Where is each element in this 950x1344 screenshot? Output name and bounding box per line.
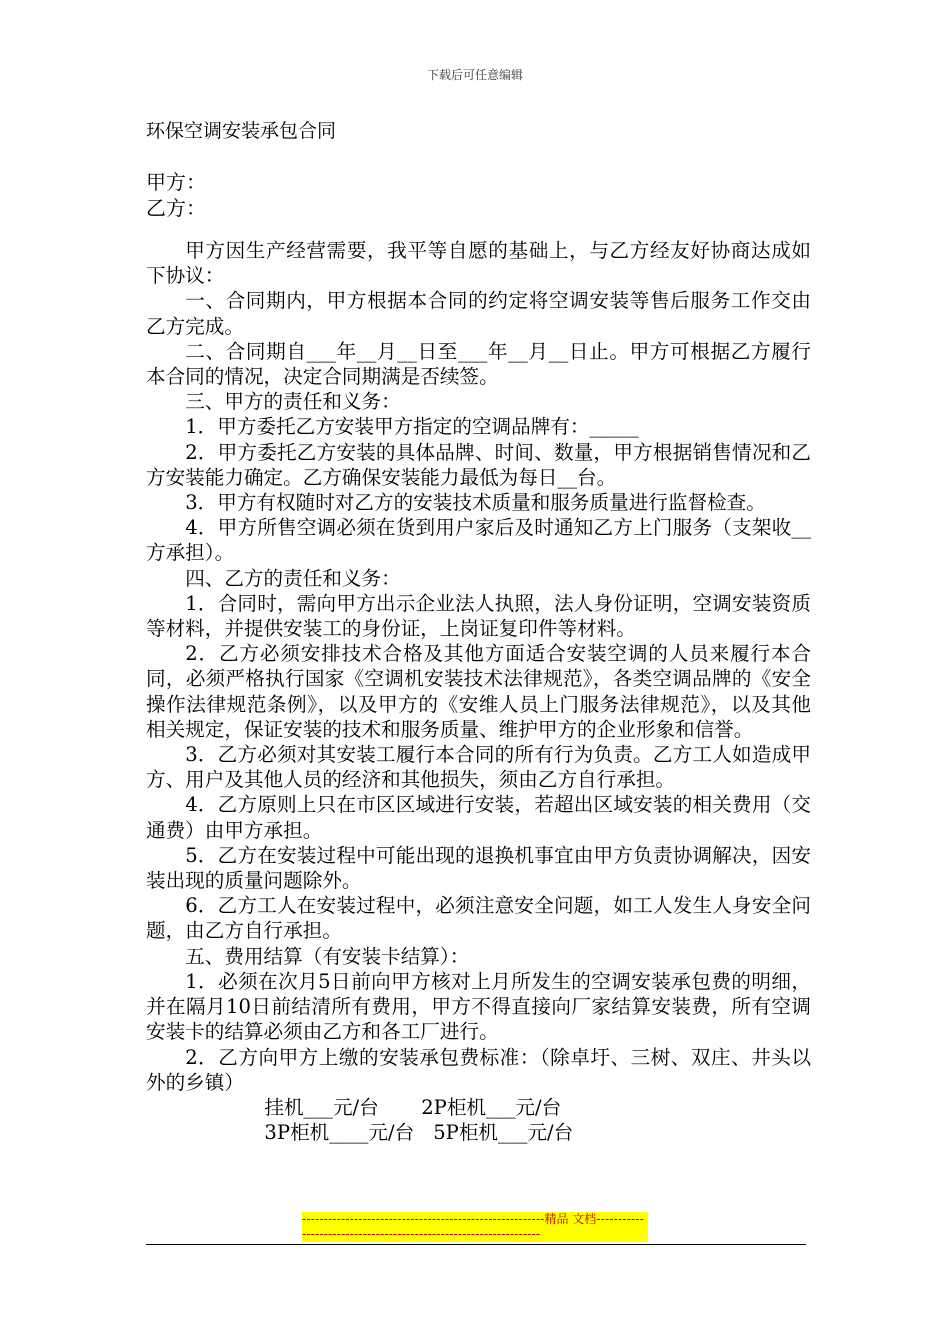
party-b-label: 乙方：: [146, 196, 206, 220]
paragraph: 2．甲方委托乙方安装的具体品牌、时间、数量，甲方根据销售情况和乙方安装能力确定。乙方确保安装能力最低为每日__台。: [146, 440, 811, 489]
header-note: 下载后可任意编辑: [426, 68, 523, 82]
paragraph: 3．甲方有权随时对乙方的安装技术质量和服务质量进行监督检查。: [185, 491, 766, 515]
fee-row: [146, 1120, 811, 1145]
paragraph: 三、甲方的责任和义务：: [185, 390, 401, 414]
paragraph: 4．甲方所售空调必须在货到用户家后及时通知乙方上门服务（支架收__方承担）。: [146, 516, 811, 565]
paragraph: 四、乙方的责任和义务：: [185, 566, 401, 590]
paragraph: 1．合同时，需向甲方出示企业法人执照，法人身份证明，空调安装资质等材料，并提供安装工的身份证，上岗证复印件等材料。: [146, 591, 811, 641]
paragraph: 一、合同期内，甲方根据本合同的约定将空调安装等售后服务工作交由乙方完成。: [146, 289, 811, 338]
fee-2p-cabinet: 2P柜机___元/台: [421, 1095, 562, 1119]
party-a-label: 甲方：: [146, 170, 206, 194]
paragraph: 甲方因生产经营需要，我平等自愿的基础上，与乙方经友好协商达成如下协议：: [146, 239, 811, 288]
fee-wall-unit: 挂机___元/台: [264, 1095, 379, 1119]
fee-3p-cabinet: 3P柜机____元/台: [264, 1121, 415, 1145]
paragraph: 二、合同期自___年__月__日至___年__月__日止。甲方可根据乙方履行本合同的情况，决定合同期满是否续签。: [146, 339, 811, 389]
paragraph: 1．甲方委托乙方安装甲方指定的空调品牌有：_____: [185, 415, 639, 439]
paragraph: 4．乙方原则上只在市区区域进行安装，若超出区域安装的相关费用（交通费）由甲方承担。: [146, 793, 811, 842]
paragraph: 3．乙方必须对其安装工履行本合同的所有行为负责。乙方工人如造成甲方、用户及其他人员的经济和其他损失，须由乙方自行承担。: [146, 743, 811, 792]
paragraph: 6．乙方工人在安装过程中，必须注意安全问题，如工人发生人身安全问题，由乙方自行承担。: [146, 894, 811, 943]
paragraph: 2．乙方向甲方上缴的安装承包费标准：（除卓圩、三树、双庄、井头以外的乡镇）: [146, 1045, 811, 1094]
paragraph: 5．乙方在安装过程中可能出现的退换机事宜由甲方负责协调解决，因安装出现的质量问题除外。: [146, 843, 811, 893]
fee-5p-cabinet: 5P柜机___元/台: [433, 1121, 574, 1145]
footer-watermark: --------------------------------------------------------精品 文档------------------------------------------------------------------: [302, 1212, 648, 1242]
paragraph: 2．乙方必须安排技术合格及其他方面适合安装空调的人员来履行本合同，必须严格执行国家《空调机安装技术法律规范》，各类空调品牌的《安全操作法律规范条例》，以及甲方的《安维人员上门服务法律规范》，以及其他相关规定，保证安装的技术和服务质量、维护甲方的企业形象和信誉。: [146, 642, 811, 741]
paragraph: 五、费用结算（有安装卡结算）：: [185, 944, 470, 968]
contract-body: [146, 238, 811, 1145]
paragraph: 1．必须在次月5日前向甲方核对上月所发生的空调安装承包费的明细，并在隔月10日前结清所有费用，甲方不得直接向厂家结算安装费，所有空调安装卡的结算必须由乙方和各工厂进行。: [146, 969, 811, 1044]
document-title: 环保空调安装承包合同: [146, 120, 337, 142]
fee-row: [146, 1095, 811, 1120]
footer-divider: [146, 1244, 806, 1245]
